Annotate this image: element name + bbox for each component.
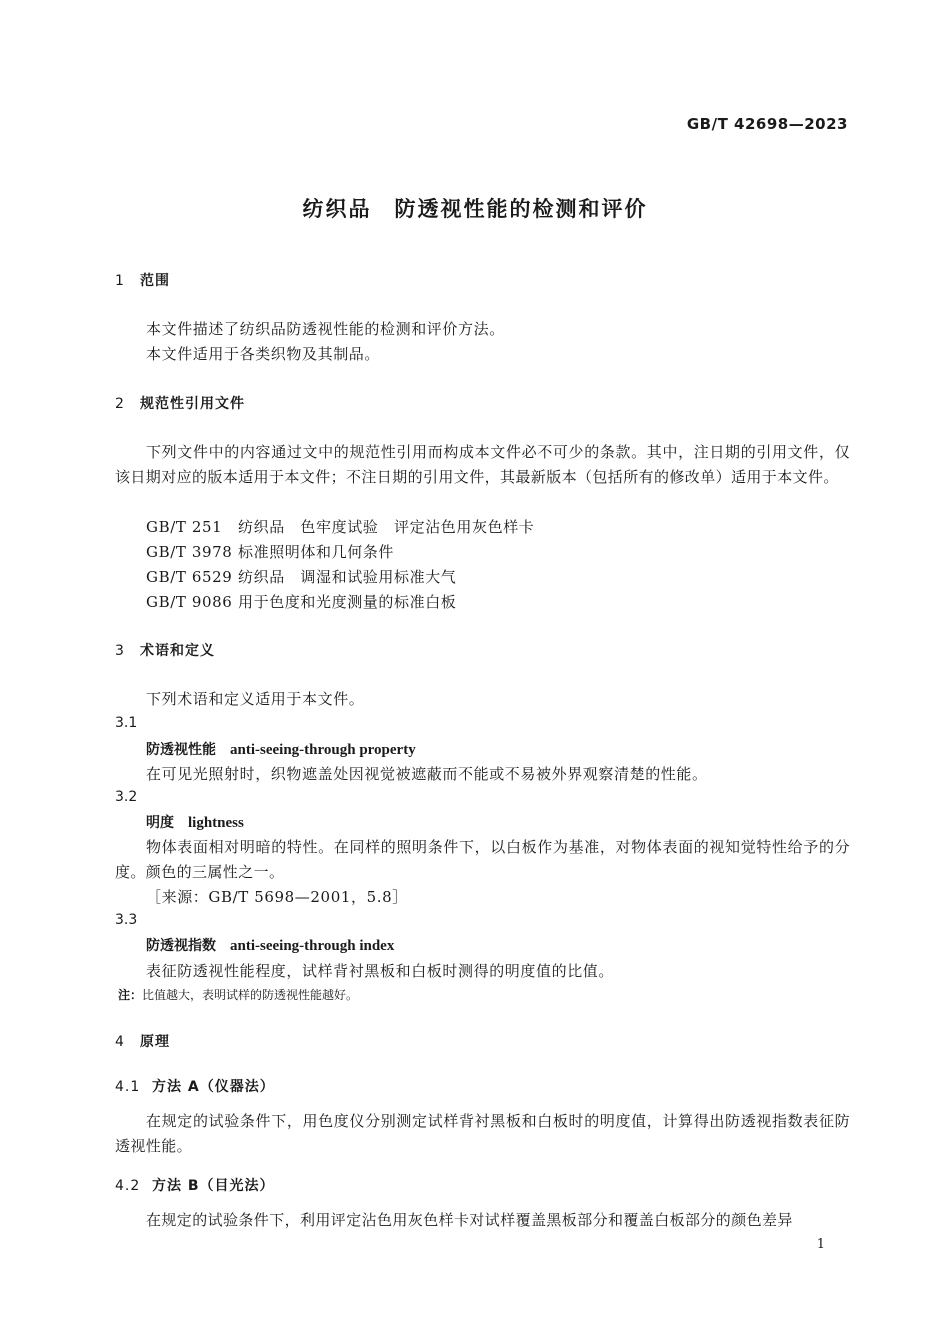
term-source: ［来源：GB/T 5698—2001，5.8］	[146, 888, 408, 906]
section-heading-scope	[115, 270, 170, 290]
paragraph: 在规定的试验条件下，用色度仪分别测定试样背衬黑板和白板时的明度值，计算得出防透视指数表征防透视性能。	[115, 1112, 850, 1155]
subsection-title: 方法 A（仪器法）	[152, 1079, 275, 1095]
section-heading-normative-references	[115, 393, 245, 413]
section-title: 规范性引用文件	[140, 396, 245, 412]
reference-item	[146, 591, 456, 612]
term-zh: 明度	[146, 815, 174, 831]
term-entry	[146, 739, 416, 759]
reference-item	[146, 541, 394, 562]
subsection-number: 4.1	[115, 1079, 141, 1095]
subsection-heading-method-a	[115, 1076, 275, 1096]
section-heading-principle	[115, 1031, 170, 1051]
term-note	[118, 986, 358, 1003]
standard-number: GB/T 42698—2023	[686, 115, 848, 133]
section-title: 范围	[140, 273, 170, 289]
reference-code: GB/T 251	[146, 518, 223, 536]
reference-item	[146, 516, 534, 537]
paragraph: 本文件描述了纺织品防透视性能的检测和评价方法。	[146, 320, 505, 338]
term-number: 3.2	[115, 789, 138, 805]
reference-title: 标准照明体和几何条件	[238, 543, 395, 561]
paragraph: 本文件适用于各类织物及其制品。	[146, 345, 381, 363]
paragraph: 下列术语和定义适用于本文件。	[146, 690, 365, 708]
reference-code: GB/T 9086	[146, 593, 233, 611]
section-number: 1	[115, 273, 125, 289]
term-entry	[146, 935, 394, 955]
section-number: 3	[115, 643, 125, 659]
section-title: 术语和定义	[140, 643, 215, 659]
note-text: 比值越大，表明试样的防透视性能越好。	[142, 988, 359, 1002]
reference-title: 纺织品 色牢度试验 评定沾色用灰色样卡	[238, 518, 535, 536]
subsection-number: 4.2	[115, 1178, 141, 1194]
reference-item	[146, 566, 456, 587]
term-zh: 防透视性能	[146, 742, 216, 758]
reference-title: 用于色度和光度测量的标准白板	[238, 593, 457, 611]
reference-title: 纺织品 调湿和试验用标准大气	[238, 568, 457, 586]
term-definition: 表征防透视性能程度，试样背衬黑板和白板时测得的明度值的比值。	[146, 962, 615, 980]
note-label: 注：	[118, 988, 143, 1002]
section-number: 4	[115, 1034, 125, 1050]
term-definition: 在可见光照射时，织物遮盖处因视觉被遮蔽而不能或不易被外界观察清楚的性能。	[146, 765, 708, 783]
section-heading-terms-definitions	[115, 640, 215, 660]
term-number: 3.1	[115, 715, 138, 731]
page-number: 1	[816, 1237, 825, 1252]
term-definition: 物体表面相对明暗的特性。在同样的照明条件下，以白板作为基准，对物体表面的视知觉特性给予的分度。颜色的三属性之一。	[115, 838, 850, 881]
term-en: anti-seeing-through property	[230, 742, 416, 758]
term-en: lightness	[188, 815, 244, 831]
subsection-heading-method-b	[115, 1175, 275, 1195]
reference-code: GB/T 6529	[146, 568, 233, 586]
term-number: 3.3	[115, 912, 138, 928]
reference-code: GB/T 3978	[146, 543, 233, 561]
paragraph: 下列文件中的内容通过文中的规范性引用而构成本文件必不可少的条款。其中，注日期的引用文件，仅该日期对应的版本适用于本文件；不注日期的引用文件，其最新版本（包括所有的修改单）适用于本文件。	[115, 443, 850, 486]
document-title: 纺织品 防透视性能的检测和评价	[302, 197, 648, 221]
term-entry	[146, 812, 244, 832]
subsection-title: 方法 B（目光法）	[152, 1178, 275, 1194]
section-number: 2	[115, 396, 125, 412]
term-zh: 防透视指数	[146, 938, 216, 954]
paragraph: 在规定的试验条件下，利用评定沾色用灰色样卡对试样覆盖黑板部分和覆盖白板部分的颜色差异	[146, 1211, 793, 1229]
section-title: 原理	[140, 1034, 170, 1050]
term-en: anti-seeing-through index	[230, 938, 395, 954]
